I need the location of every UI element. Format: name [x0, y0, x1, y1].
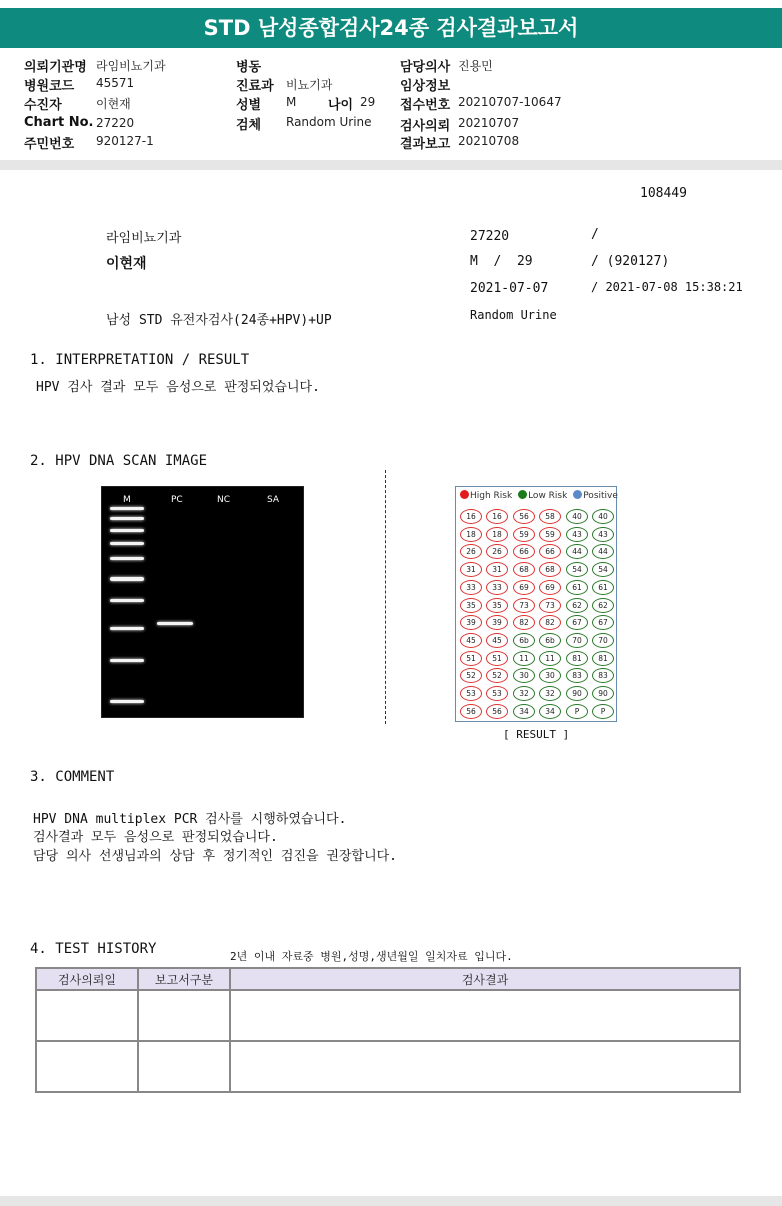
- result-marker: 39: [460, 615, 482, 630]
- result-marker: 31: [460, 562, 482, 577]
- ladder-band: [110, 529, 144, 532]
- result-marker: 59: [513, 527, 535, 542]
- header-label: 검사의뢰: [400, 119, 451, 134]
- table-cell: [138, 990, 230, 1041]
- legend-label: High Risk: [470, 491, 513, 501]
- header-label: 접수번호: [400, 98, 451, 113]
- table-row: [36, 990, 740, 1041]
- report-title: STD 남성종합검사24종 검사결과보고서: [0, 8, 782, 48]
- header-value: 45571: [96, 76, 135, 90]
- result-marker: 68: [539, 562, 561, 577]
- result-marker: 31: [486, 562, 508, 577]
- result-marker: 70: [592, 633, 614, 648]
- header-label: 의뢰기관명: [24, 60, 87, 75]
- result-marker: 56: [460, 704, 482, 719]
- header-value: 진용민: [458, 59, 493, 73]
- result-marker: 33: [460, 580, 482, 595]
- result-marker: 51: [486, 651, 508, 666]
- ladder-band: [110, 599, 144, 602]
- interpretation-text: HPV 검사 결과 모두 음성으로 판정되었습니다.: [36, 380, 320, 395]
- header-label: 진료과: [236, 79, 274, 94]
- lane-label: SA: [267, 495, 280, 505]
- column-header: 검사의뢰일: [36, 968, 138, 990]
- header-label: 검체: [236, 118, 262, 133]
- low-risk-dot-icon: [518, 490, 527, 499]
- header-label: 수진자: [24, 98, 62, 113]
- comment-line: 담당 의사 선생님과의 상담 후 정기적인 검진을 권장합니다.: [33, 849, 398, 864]
- pc-band: [157, 622, 193, 625]
- result-marker: 61: [566, 580, 588, 595]
- test-name: 남성 STD 유전자검사(24종+HPV)+UP: [106, 313, 332, 328]
- result-marker: 82: [539, 615, 561, 630]
- ladder-band: [110, 577, 144, 581]
- result-marker: 43: [566, 527, 588, 542]
- doc-number: 108449: [640, 186, 687, 201]
- patient-name: 이현재: [106, 256, 147, 272]
- header-label: 임상정보: [400, 79, 451, 94]
- result-marker: 53: [486, 686, 508, 701]
- result-marker: 26: [460, 544, 482, 559]
- result-marker: P: [592, 704, 614, 719]
- lane-label: PC: [171, 495, 183, 505]
- header-value: 27220: [96, 116, 135, 130]
- result-marker: 35: [460, 598, 482, 613]
- result-marker: 81: [566, 651, 588, 666]
- header-value: 비뇨기과: [286, 78, 333, 92]
- comment-line: 검사결과 모두 음성으로 판정되었습니다.: [33, 830, 278, 845]
- result-marker: 40: [592, 509, 614, 524]
- header-value: 20210708: [458, 134, 520, 148]
- result-marker: 81: [592, 651, 614, 666]
- result-marker: 82: [513, 615, 535, 630]
- gel-image: [101, 486, 304, 718]
- legend-label: Low Risk: [528, 491, 568, 501]
- result-marker: 39: [486, 615, 508, 630]
- table-cell: [230, 990, 740, 1041]
- table-row: [36, 1041, 740, 1092]
- divider-line: [385, 470, 386, 724]
- history-note: 2년 이내 자료중 병원,성명,생년월일 일치자료 입니다.: [230, 950, 513, 963]
- result-marker: 26: [486, 544, 508, 559]
- result-marker: 11: [539, 651, 561, 666]
- result-marker: 73: [513, 598, 535, 613]
- result-marker: 51: [460, 651, 482, 666]
- result-marker: 45: [460, 633, 482, 648]
- header-value: 이현재: [96, 97, 131, 111]
- lane-label: NC: [217, 495, 231, 505]
- table-cell: [36, 990, 138, 1041]
- result-panel: [455, 486, 617, 722]
- result-marker: 52: [460, 668, 482, 683]
- result-marker: 62: [592, 598, 614, 613]
- report-time: / 2021-07-08 15:38:21: [591, 280, 743, 294]
- result-marker: 90: [592, 686, 614, 701]
- result-marker: 56: [513, 509, 535, 524]
- result-caption: [ RESULT ]: [503, 728, 570, 741]
- column-header: 보고서구분: [138, 968, 230, 990]
- table-cell: [36, 1041, 138, 1092]
- result-marker: 83: [592, 668, 614, 683]
- legend-label: Positive: [583, 491, 618, 501]
- result-marker: 30: [539, 668, 561, 683]
- header-label: 병동: [236, 60, 262, 75]
- age-label: 나이: [328, 98, 354, 113]
- ladder-band: [110, 507, 144, 510]
- result-marker: 58: [539, 509, 561, 524]
- result-marker: 53: [460, 686, 482, 701]
- header-label: Chart No.: [24, 115, 94, 130]
- sex-age: M / 29: [470, 254, 533, 269]
- ladder-band: [110, 557, 144, 560]
- result-marker: 61: [592, 580, 614, 595]
- result-marker: 32: [513, 686, 535, 701]
- result-marker: 45: [486, 633, 508, 648]
- result-marker: 16: [460, 509, 482, 524]
- result-marker: 43: [592, 527, 614, 542]
- resident-id: / (920127): [591, 254, 670, 269]
- separator: [0, 160, 782, 170]
- request-date: 2021-07-07: [470, 281, 549, 296]
- result-marker: 11: [513, 651, 535, 666]
- specimen: Random Urine: [470, 308, 557, 322]
- footer-band: [0, 1196, 782, 1206]
- ladder-band: [110, 542, 144, 545]
- section-3-title: 3. COMMENT: [30, 769, 115, 785]
- age-value: 29: [360, 95, 376, 109]
- result-marker: 69: [539, 580, 561, 595]
- result-marker: 68: [513, 562, 535, 577]
- result-marker: 52: [486, 668, 508, 683]
- column-header: 검사결과: [230, 968, 740, 990]
- section-1-title: 1. INTERPRETATION / RESULT: [30, 352, 250, 368]
- section-4-title: 4. TEST HISTORY: [30, 941, 157, 957]
- clinic-name: 라임비뇨기과: [106, 231, 182, 246]
- ladder-band: [110, 627, 144, 630]
- header-value: 20210707: [458, 116, 520, 130]
- header-value: 20210707-10647: [458, 95, 562, 109]
- result-marker: 44: [592, 544, 614, 559]
- result-marker: 70: [566, 633, 588, 648]
- result-marker: 62: [566, 598, 588, 613]
- result-marker: 83: [566, 668, 588, 683]
- result-marker: 56: [486, 704, 508, 719]
- result-marker: 67: [592, 615, 614, 630]
- result-marker: 32: [539, 686, 561, 701]
- result-marker: 35: [486, 598, 508, 613]
- result-marker: 54: [592, 562, 614, 577]
- header-value: 라임비뇨기과: [96, 59, 166, 73]
- result-marker: 66: [513, 544, 535, 559]
- result-marker: 69: [513, 580, 535, 595]
- header-info: [0, 52, 782, 168]
- header-label: 병원코드: [24, 79, 75, 94]
- positive-dot-icon: [573, 490, 582, 499]
- high-risk-dot-icon: [460, 490, 469, 499]
- result-marker: 66: [539, 544, 561, 559]
- result-marker: 6b: [513, 633, 535, 648]
- result-marker: 59: [539, 527, 561, 542]
- result-marker: 30: [513, 668, 535, 683]
- result-marker: 16: [486, 509, 508, 524]
- header-label: 성별: [236, 98, 262, 113]
- ladder-band: [110, 659, 144, 662]
- header-value: M: [286, 95, 297, 109]
- ladder-band: [110, 700, 144, 703]
- legend: [460, 490, 618, 501]
- result-marker: 44: [566, 544, 588, 559]
- slash: /: [591, 227, 599, 242]
- comment-line: HPV DNA multiplex PCR 검사를 시행하였습니다.: [33, 812, 347, 827]
- header-label: 주민번호: [24, 137, 75, 152]
- header-value: 920127-1: [96, 134, 154, 148]
- result-marker: 34: [513, 704, 535, 719]
- result-marker: 73: [539, 598, 561, 613]
- result-marker: 18: [486, 527, 508, 542]
- ladder-band: [110, 517, 144, 520]
- header-value: Random Urine: [286, 115, 372, 129]
- result-marker: 67: [566, 615, 588, 630]
- result-marker: 33: [486, 580, 508, 595]
- header-label: 담당의사: [400, 60, 451, 75]
- result-marker: 18: [460, 527, 482, 542]
- table-header-row: [36, 968, 740, 990]
- table-cell: [138, 1041, 230, 1092]
- history-table: [35, 967, 741, 1093]
- lane-label: M: [123, 495, 131, 505]
- result-marker: P: [566, 704, 588, 719]
- result-marker: 40: [566, 509, 588, 524]
- result-marker: 34: [539, 704, 561, 719]
- result-marker: 90: [566, 686, 588, 701]
- result-marker: 54: [566, 562, 588, 577]
- table-cell: [230, 1041, 740, 1092]
- chart-number: 27220: [470, 229, 510, 244]
- result-marker: 6b: [539, 633, 561, 648]
- header-label: 결과보고: [400, 137, 451, 152]
- section-2-title: 2. HPV DNA SCAN IMAGE: [30, 453, 208, 469]
